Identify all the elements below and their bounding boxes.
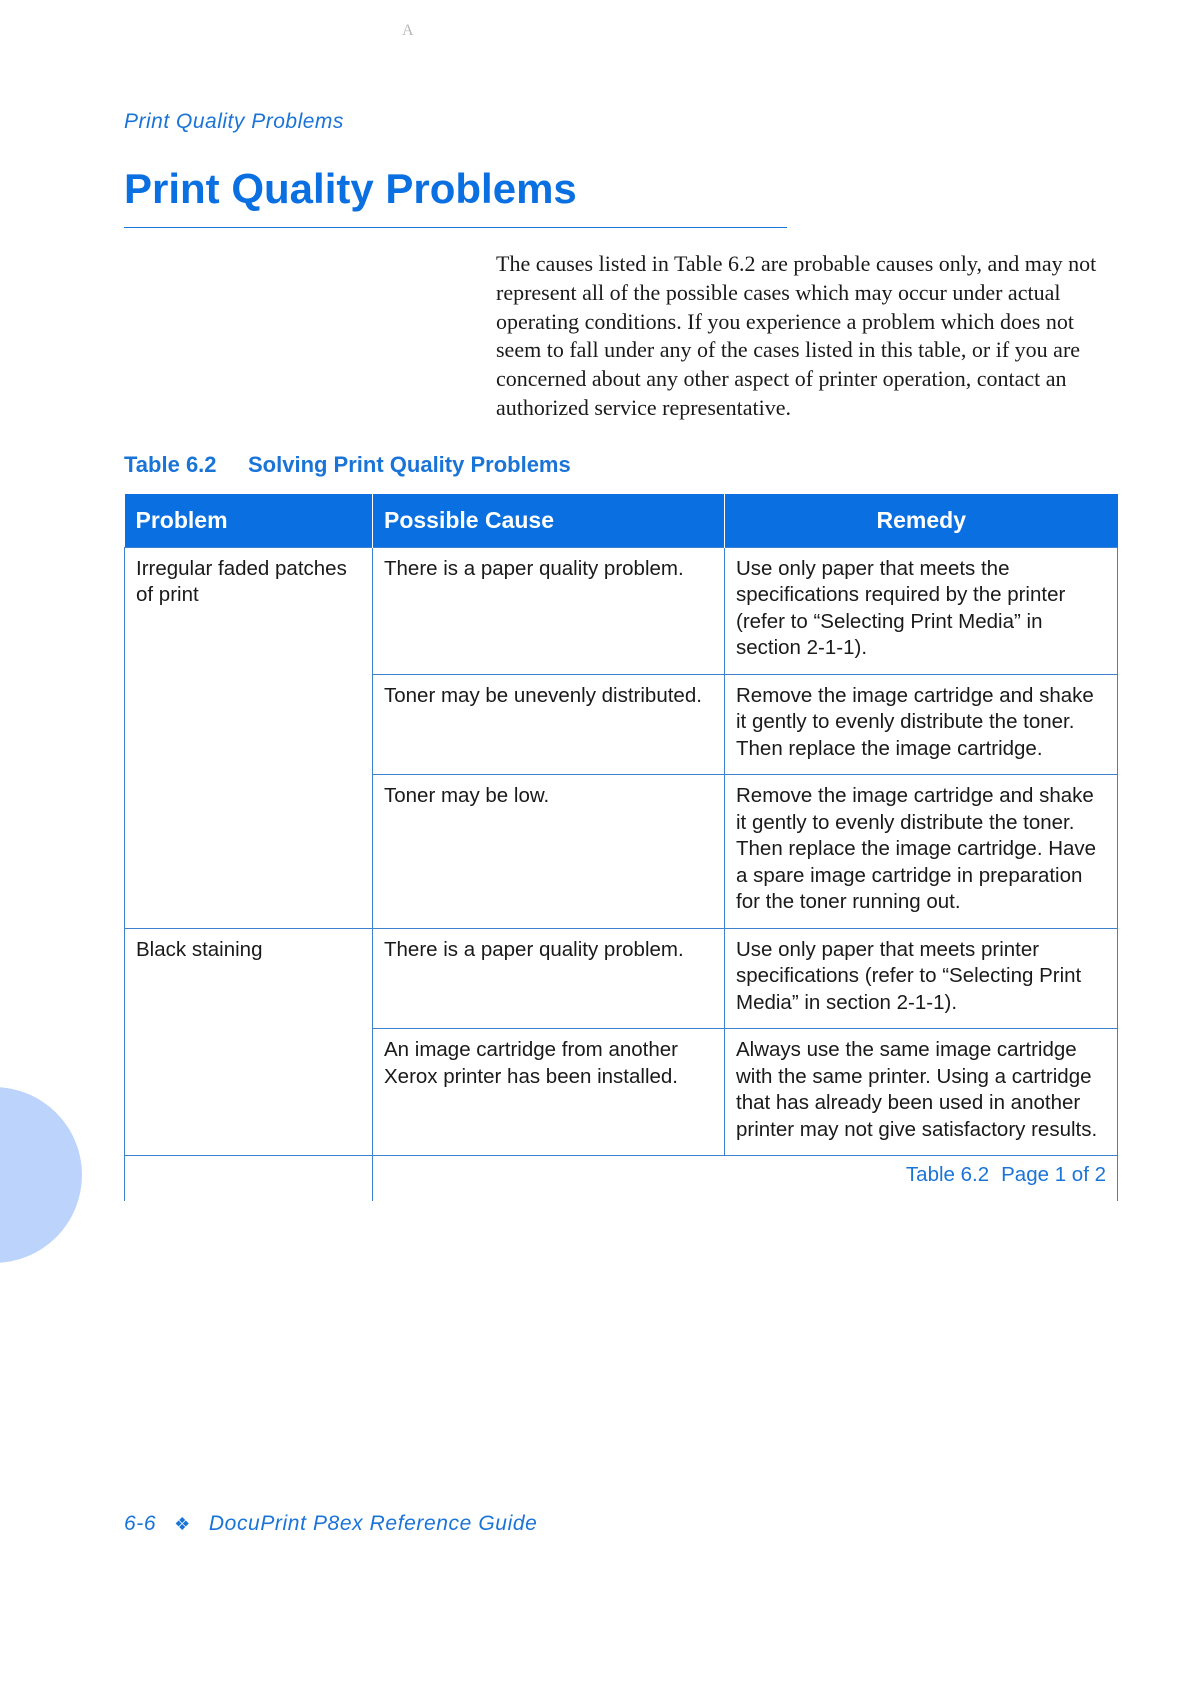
table-caption-title: Solving Print Quality Problems (248, 452, 571, 477)
remedy-cell: Remove the image cartridge and shake it gently to evenly distribute the toner. Then replace the image cartridge. (725, 674, 1118, 775)
side-tab-decoration (0, 1087, 82, 1263)
table-page-indicator (373, 1156, 1118, 1201)
problem-cell: Black staining (125, 928, 373, 1156)
header-remedy: Remedy (725, 494, 1118, 547)
table-caption (124, 452, 571, 478)
table-footer-spacer (125, 1156, 373, 1201)
table-footer-ref: Table 6.2 (905, 1163, 990, 1186)
cause-cell: There is a paper quality problem. (373, 547, 725, 674)
table-caption-number: Table 6.2 (124, 452, 217, 477)
footer-guide-title: DocuPrint P8ex Reference Guide (208, 1512, 538, 1535)
table-footer-row (125, 1156, 1118, 1201)
table-row (125, 547, 1118, 674)
header-problem: Problem (125, 494, 373, 547)
header-possible-cause: Possible Cause (373, 494, 725, 547)
diamond-separator-icon: ❖ (174, 1514, 191, 1534)
cause-cell: An image cartridge from another Xerox printer has been installed. (373, 1029, 725, 1156)
print-quality-table (124, 494, 1118, 1201)
remedy-cell: Use only paper that meets the specifications required by the printer (refer to “Selecting Print Media” in section 2-1-1). (725, 547, 1118, 674)
page-title: Print Quality Problems (124, 165, 577, 212)
remedy-cell: Always use the same image cartridge with the same printer. Using a cartridge that has already been used in another printer may not give satisfactory results. (725, 1029, 1118, 1156)
page-footer (124, 1512, 537, 1536)
table-header-row (125, 494, 1118, 547)
cause-cell: Toner may be unevenly distributed. (373, 674, 725, 775)
cause-cell: Toner may be low. (373, 775, 725, 929)
top-mark: A (402, 22, 414, 39)
footer-page-number: 6-6 (124, 1512, 157, 1535)
remedy-cell: Use only paper that meets printer specifications (refer to “Selecting Print Media” in section 2-1-1). (725, 928, 1118, 1029)
title-rule (124, 227, 787, 228)
remedy-cell: Remove the image cartridge and shake it gently to evenly distribute the toner. Then replace the image cartridge. Have a spare image cartridge in preparation for the toner running out. (725, 775, 1118, 929)
table-footer-page: Page 1 of 2 (1001, 1163, 1106, 1186)
problem-cell: Irregular faded patches of print (125, 547, 373, 928)
cause-cell: There is a paper quality problem. (373, 928, 725, 1029)
running-header: Print Quality Problems (124, 110, 344, 133)
table-row (125, 928, 1118, 1029)
intro-paragraph: The causes listed in Table 6.2 are probable causes only, and may not represent all of the possible cases which may occur under actual operating conditions. If you experience a problem which does not seem to fall under any of the cases listed in this table, or if you are concerned about any other aspect of printer operation, contact an authorized service representative. (496, 251, 1097, 420)
